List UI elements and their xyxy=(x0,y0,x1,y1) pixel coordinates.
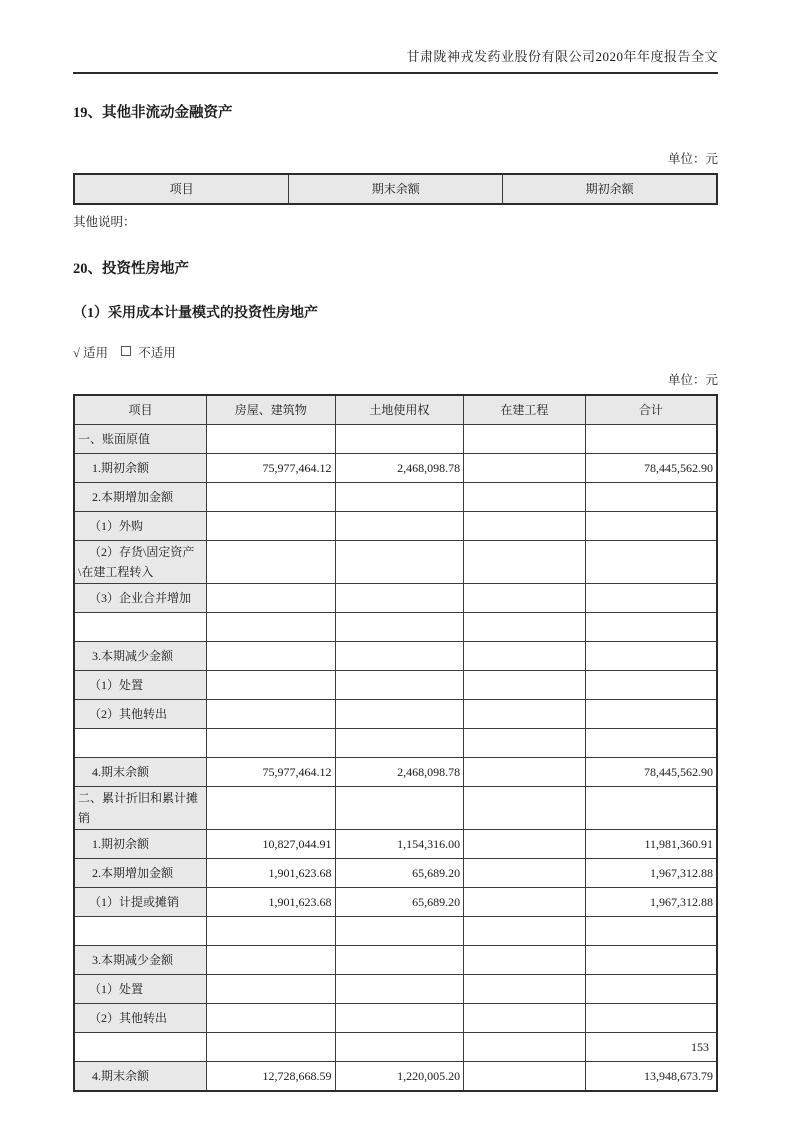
value-cell xyxy=(335,700,464,729)
value-cell xyxy=(335,584,464,613)
value-cell xyxy=(464,483,586,512)
value-cell xyxy=(585,787,717,830)
value-cell xyxy=(464,613,586,642)
column-header-buildings: 房屋、建筑物 xyxy=(206,395,335,425)
row-label-cell xyxy=(74,1033,206,1062)
value-cell xyxy=(464,917,586,946)
value-cell xyxy=(206,700,335,729)
value-cell xyxy=(335,729,464,758)
row-label-cell: （1）处置 xyxy=(74,671,206,700)
value-cell xyxy=(206,917,335,946)
value-cell xyxy=(585,729,717,758)
value-cell xyxy=(585,541,717,584)
row-label-cell: 3.本期减少金额 xyxy=(74,946,206,975)
row-label-cell: 1.期初余额 xyxy=(74,454,206,483)
row-label-cell: （2）其他转出 xyxy=(74,1004,206,1033)
value-cell xyxy=(335,1004,464,1033)
value-cell xyxy=(335,512,464,541)
value-cell xyxy=(585,613,717,642)
value-cell xyxy=(335,975,464,1004)
unit-label-section19: 单位：元 xyxy=(667,152,718,166)
section-20-title: 20、投资性房地产 xyxy=(73,261,189,277)
row-label-cell: （2）存货\固定资产\在建工程转入 xyxy=(74,541,206,584)
row-label-cell: （1）处置 xyxy=(74,975,206,1004)
checkbox-icon xyxy=(121,346,131,356)
table-row xyxy=(74,758,717,787)
table-row xyxy=(74,642,717,671)
value-cell xyxy=(206,1033,335,1062)
row-label-cell: （3）企业合并增加 xyxy=(74,584,206,613)
table-row xyxy=(74,917,717,946)
value-cell xyxy=(464,584,586,613)
table-row xyxy=(74,483,717,512)
value-cell xyxy=(464,454,586,483)
value-cell: 65,689.20 xyxy=(335,888,464,917)
value-cell xyxy=(464,512,586,541)
not-applicable-label: 不适用 xyxy=(138,346,176,360)
value-cell: 2,468,098.78 xyxy=(335,454,464,483)
value-cell: 1,901,623.68 xyxy=(206,859,335,888)
table-header-row xyxy=(74,395,717,425)
value-cell xyxy=(585,642,717,671)
row-label-cell xyxy=(74,917,206,946)
value-cell xyxy=(464,541,586,584)
value-cell xyxy=(335,946,464,975)
applicability-row xyxy=(73,343,718,361)
table-row xyxy=(74,671,717,700)
row-label-cell xyxy=(74,729,206,758)
value-cell: 12,728,668.59 xyxy=(206,1062,335,1092)
value-cell xyxy=(206,425,335,454)
table-row xyxy=(74,729,717,758)
table-row xyxy=(74,787,717,830)
report-header-title: 甘肃陇神戎发药业股份有限公司2020年年度报告全文 xyxy=(73,46,718,74)
table-row xyxy=(74,830,717,859)
table-row xyxy=(74,888,717,917)
column-header-item: 项目 xyxy=(74,174,289,204)
section-20-1-title: （1）采用成本计量模式的投资性房地产 xyxy=(73,306,318,321)
value-cell xyxy=(206,541,335,584)
row-label-cell: 4.期末余额 xyxy=(74,1062,206,1092)
value-cell xyxy=(206,584,335,613)
value-cell: 10,827,044.91 xyxy=(206,830,335,859)
table-row xyxy=(74,1062,717,1092)
table-row xyxy=(74,512,717,541)
applicable-label: 适用 xyxy=(83,346,109,360)
value-cell xyxy=(464,1004,586,1033)
row-label-cell: 2.本期增加金额 xyxy=(74,483,206,512)
value-cell: 11,981,360.91 xyxy=(585,830,717,859)
value-cell xyxy=(464,787,586,830)
value-cell xyxy=(585,483,717,512)
column-header-item: 项目 xyxy=(74,395,206,425)
value-cell xyxy=(585,946,717,975)
value-cell xyxy=(206,729,335,758)
check-icon: √ xyxy=(73,346,80,360)
row-label-cell: 二、累计折旧和累计摊销 xyxy=(74,787,206,830)
value-cell: 1,967,312.88 xyxy=(585,859,717,888)
table-row xyxy=(74,946,717,975)
value-cell xyxy=(206,975,335,1004)
column-header-beginning-balance: 期初余额 xyxy=(503,174,717,204)
row-label-cell: （1）外购 xyxy=(74,512,206,541)
value-cell xyxy=(585,425,717,454)
value-cell xyxy=(585,917,717,946)
row-label-cell: 一、账面原值 xyxy=(74,425,206,454)
value-cell xyxy=(464,946,586,975)
value-cell xyxy=(585,700,717,729)
value-cell xyxy=(464,758,586,787)
value-cell xyxy=(464,1062,586,1092)
value-cell xyxy=(464,700,586,729)
value-cell xyxy=(464,975,586,1004)
value-cell: 65,689.20 xyxy=(335,859,464,888)
column-header-construction-in-progress: 在建工程 xyxy=(464,395,586,425)
value-cell xyxy=(206,483,335,512)
value-cell: 2,468,098.78 xyxy=(335,758,464,787)
column-header-ending-balance: 期末余额 xyxy=(289,174,503,204)
value-cell xyxy=(464,888,586,917)
value-cell xyxy=(335,613,464,642)
value-cell xyxy=(206,946,335,975)
row-label-cell: 3.本期减少金额 xyxy=(74,642,206,671)
value-cell xyxy=(585,512,717,541)
table-row xyxy=(74,541,717,584)
value-cell: 78,445,562.90 xyxy=(585,454,717,483)
value-cell: 1,967,312.88 xyxy=(585,888,717,917)
unit-label-section20: 单位：元 xyxy=(667,373,718,387)
row-label-cell: 1.期初余额 xyxy=(74,830,206,859)
other-noncurrent-financial-assets-table xyxy=(73,173,718,205)
table-row xyxy=(74,584,717,613)
value-cell xyxy=(335,1033,464,1062)
value-cell: 78,445,562.90 xyxy=(585,758,717,787)
value-cell xyxy=(335,917,464,946)
value-cell xyxy=(206,613,335,642)
value-cell xyxy=(585,1004,717,1033)
value-cell xyxy=(464,830,586,859)
value-cell xyxy=(335,483,464,512)
value-cell xyxy=(464,642,586,671)
value-cell xyxy=(206,512,335,541)
value-cell xyxy=(206,642,335,671)
table-header-row xyxy=(74,174,717,204)
value-cell: 1,220,005.20 xyxy=(335,1062,464,1092)
table-row xyxy=(74,454,717,483)
column-header-total: 合计 xyxy=(585,395,717,425)
table-row xyxy=(74,613,717,642)
row-label-cell: 2.本期增加金额 xyxy=(74,859,206,888)
value-cell xyxy=(464,671,586,700)
value-cell xyxy=(585,975,717,1004)
value-cell xyxy=(585,671,717,700)
other-note-label: 其他说明： xyxy=(73,215,136,229)
investment-property-table xyxy=(73,394,718,1092)
table-row xyxy=(74,700,717,729)
row-label-cell: （2）其他转出 xyxy=(74,700,206,729)
section-19-title: 19、其他非流动金融资产 xyxy=(73,105,233,121)
value-cell xyxy=(335,541,464,584)
row-label-cell: 4.期末余额 xyxy=(74,758,206,787)
value-cell: 1,901,623.68 xyxy=(206,888,335,917)
value-cell: 75,977,464.12 xyxy=(206,758,335,787)
value-cell xyxy=(464,859,586,888)
value-cell xyxy=(464,425,586,454)
value-cell xyxy=(335,642,464,671)
value-cell: 13,948,673.79 xyxy=(585,1062,717,1092)
value-cell xyxy=(585,584,717,613)
value-cell xyxy=(335,425,464,454)
value-cell: 1,154,316.00 xyxy=(335,830,464,859)
value-cell: 75,977,464.12 xyxy=(206,454,335,483)
row-label-cell: （1）计提或摊销 xyxy=(74,888,206,917)
page-number: 153 xyxy=(691,1040,709,1054)
value-cell xyxy=(464,729,586,758)
column-header-land-use-rights: 土地使用权 xyxy=(335,395,464,425)
table-row xyxy=(74,425,717,454)
table-row xyxy=(74,975,717,1004)
row-label-cell xyxy=(74,613,206,642)
value-cell xyxy=(206,671,335,700)
table-row xyxy=(74,1004,717,1033)
table-row xyxy=(74,1033,717,1062)
value-cell xyxy=(206,787,335,830)
value-cell xyxy=(335,787,464,830)
table-row xyxy=(74,859,717,888)
value-cell xyxy=(206,1004,335,1033)
value-cell xyxy=(335,671,464,700)
value-cell xyxy=(464,1033,586,1062)
